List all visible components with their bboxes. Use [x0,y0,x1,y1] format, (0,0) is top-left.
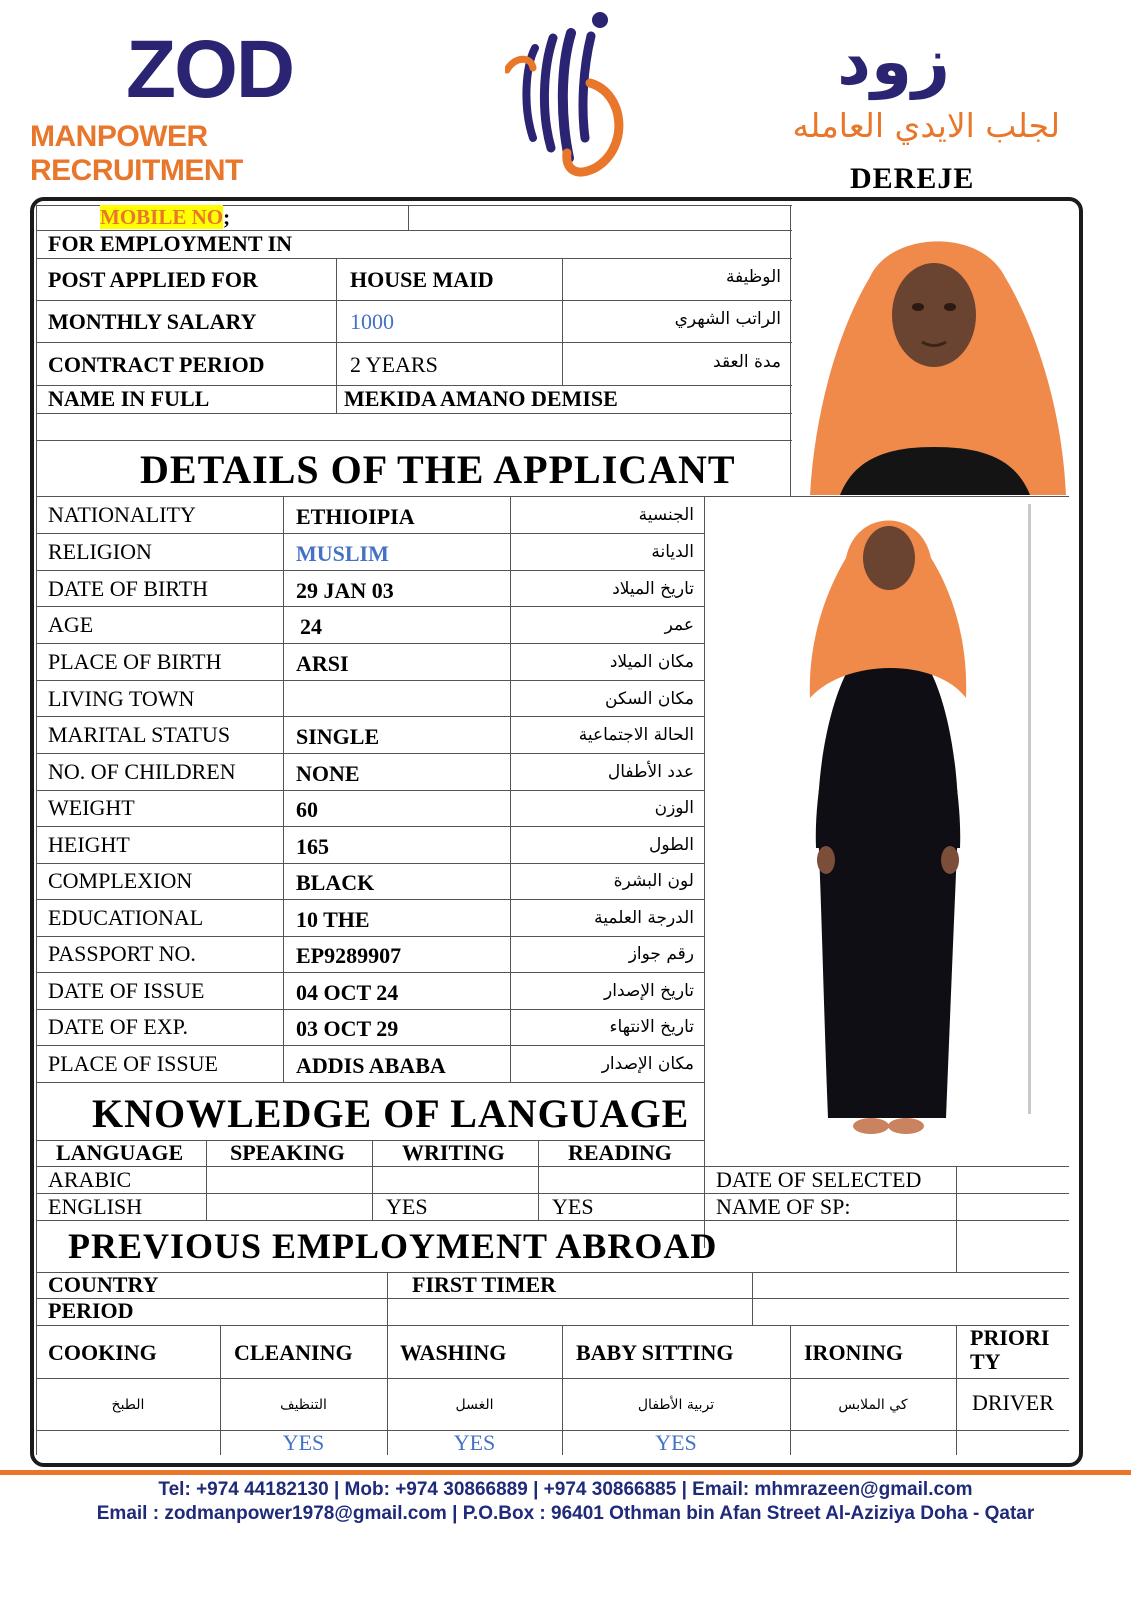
detail-value: MUSLIM [296,541,389,566]
detail-label: NATIONALITY [48,502,196,527]
baby-sitting-arabic: تربية الأطفال [637,1397,715,1413]
detail-label: DATE OF BIRTH [48,576,209,601]
cleaning-answer: YES [282,1430,325,1455]
name-label: NAME IN FULL [48,386,210,411]
speaking-col-header: SPEAKING [230,1140,345,1165]
detail-value: 24 [300,614,322,639]
footer-address-line: Email : zodmanpower1978@gmail.com | P.O.Box : 96401 Othman bin Afan Street Al-Aziziya Doha - Qatar [96,1503,1035,1524]
applicant-full-body-photo [706,498,1068,1164]
language-col-header: LANGUAGE [56,1140,184,1165]
detail-label: EDUCATIONAL [48,905,204,930]
detail-arabic: الجنسية [638,505,694,525]
ironing-header: IRONING [804,1340,904,1365]
detail-label: DATE OF EXP. [48,1014,188,1039]
brand-arabic-name: زود [837,23,950,100]
brand-name: ZOD [126,24,294,115]
detail-arabic: تاريخ الإصدار [604,981,694,1001]
baby-sitting-answer: YES [655,1430,697,1455]
details-heading: DETAILS OF THE APPLICANT [140,447,736,492]
detail-label: PLACE OF ISSUE [48,1051,218,1076]
detail-value: ADDIS ABABA [296,1053,446,1078]
detail-arabic: عمر [664,615,694,635]
detail-value: 04 OCT 24 [296,980,399,1005]
detail-label: AGE [48,612,94,637]
job-row-label: POST APPLIED FOR [48,267,258,292]
detail-label: PASSPORT NO. [48,941,196,966]
cleaning-arabic: التنظيف [280,1397,327,1413]
sponsor-name-label: NAME OF SP: [716,1194,851,1219]
first-timer-label: FIRST TIMER [412,1272,557,1297]
language-reading: YES [552,1194,594,1219]
detail-arabic: الدرجة العلمية [594,908,694,928]
contract-row-label: CONTRACT PERIOD [48,352,265,377]
detail-label: HEIGHT [48,832,130,857]
salary-row-value: 1000 [350,309,394,334]
job-row-arabic: الوظيفة [725,267,781,287]
name-value: MEKIDA AMANO DEMISE [344,386,618,411]
ironing-arabic: كي الملابس [838,1397,908,1413]
detail-arabic: تاريخ الميلاد [612,579,694,599]
detail-value: SINGLE [296,724,380,749]
mobile-label-group [100,204,230,230]
washing-answer: YES [453,1430,496,1455]
priority-header: PRIORI TY [970,1325,1050,1374]
date-selected-label: DATE OF SELECTED [716,1167,922,1192]
language-name: ARABIC [48,1167,132,1192]
detail-value: BLACK [296,870,375,895]
detail-arabic: الوزن [654,798,694,818]
washing-arabic: الغسل [455,1397,494,1413]
detail-arabic: مكان الميلاد [609,652,694,672]
detail-value: 60 [296,797,318,822]
mobile-label-suffix: ; [223,205,231,229]
salary-row-label: MONTHLY SALARY [48,309,257,334]
applicant-portrait-photo [800,207,1068,495]
reading-col-header: READING [568,1140,672,1165]
language-writing: YES [386,1194,428,1219]
baby-sitting-header: BABY SITTING [576,1340,734,1365]
detail-label: RELIGION [48,539,152,564]
writing-col-header: WRITING [402,1140,505,1165]
salary-row-arabic: الراتب الشهري [674,309,781,329]
period-label: PERIOD [48,1298,134,1323]
detail-value: EP9289907 [296,943,402,968]
detail-label: LIVING TOWN [48,686,195,711]
detail-arabic: الديانة [651,542,694,562]
detail-value: NONE [296,761,360,786]
detail-value: ARSI [296,651,349,676]
brand-logo-left [30,24,410,188]
detail-label: NO. OF CHILDREN [48,759,236,784]
brand-mark-icon [505,8,645,178]
detail-value: 10 THE [296,907,370,932]
job-row-value: HOUSE MAID [350,267,494,292]
previous-employment-heading: PREVIOUS EMPLOYMENT ABROAD [68,1226,718,1266]
priority-value: DRIVER [972,1390,1054,1415]
agency-name: DEREJE [850,162,975,195]
detail-value: 165 [296,834,329,859]
detail-arabic: مكان السكن [605,689,694,709]
detail-arabic: الطول [649,835,694,855]
detail-label: COMPLEXION [48,868,193,893]
footer-divider [0,1470,1131,1475]
detail-arabic: مكان الإصدار [601,1054,694,1074]
mobile-label: MOBILE NO [100,205,224,229]
cooking-header: COOKING [48,1340,157,1365]
detail-label: WEIGHT [48,795,135,820]
detail-arabic: تاريخ الانتهاء [609,1017,694,1037]
employment-label: FOR EMPLOYMENT IN [48,231,293,256]
brand-arabic-subtitle: لجلب الايدي العامله [792,106,1060,145]
cleaning-header: CLEANING [234,1340,353,1365]
footer-contact-line: Tel: +974 44182130 | Mob: +974 30866889 | +974 30866885 | Email: mhmrazeen@gmail.com [158,1479,973,1500]
detail-arabic: لون البشرة [613,871,694,891]
washing-header: WASHING [400,1340,507,1365]
contract-row-arabic: مدة العقد [713,352,781,372]
detail-value: 03 OCT 29 [296,1016,399,1041]
detail-arabic: عدد الأطفال [607,762,694,782]
country-label: COUNTRY [48,1272,159,1297]
language-heading: KNOWLEDGE OF LANGUAGE [92,1091,690,1136]
detail-value: ETHIOIPIA [296,504,415,529]
contract-row-value: 2 YEARS [350,352,438,377]
detail-label: MARITAL STATUS [48,722,231,747]
detail-arabic: الحالة الاجتماعية [578,725,694,745]
brand-subtitle: MANPOWER RECRUITMENT [30,120,243,187]
cooking-arabic: الطبخ [111,1397,145,1413]
detail-value: 29 JAN 03 [296,578,394,603]
language-name: ENGLISH [48,1194,143,1219]
detail-arabic: رقم جواز [628,944,694,964]
brand-logo-right [760,22,1090,145]
detail-label: PLACE OF BIRTH [48,649,222,674]
detail-label: DATE OF ISSUE [48,978,205,1003]
